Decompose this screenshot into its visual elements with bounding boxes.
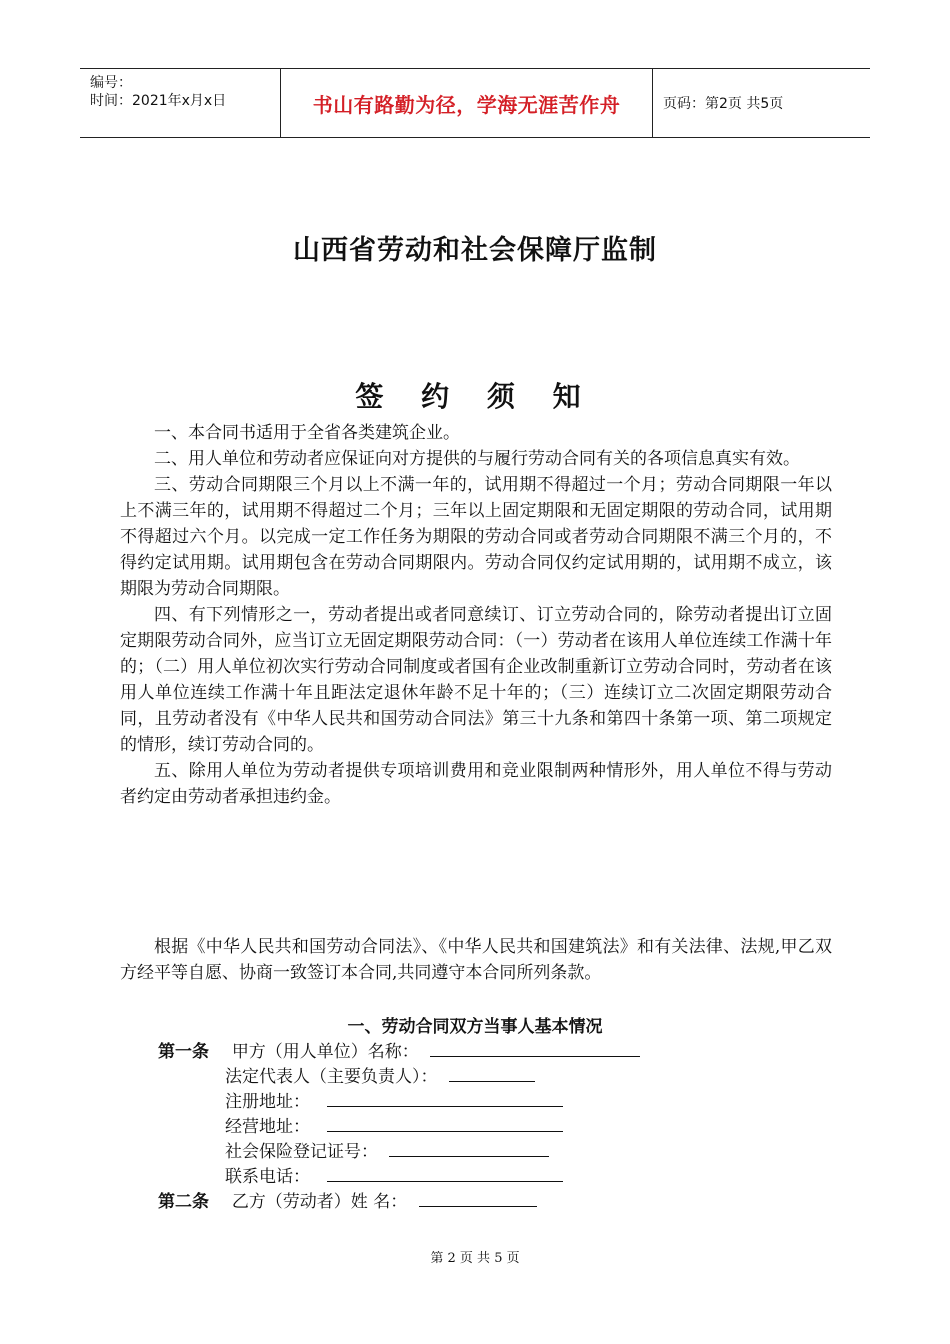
- notice-item-3: 三、劳动合同期限三个月以上不满一年的，试用期不得超过一个月；劳动合同期限一年以上不满三年的，试用期不得超过二个月；三年以上固定期限和无固定期限的劳动合同，试用期不得超过六个月。以完成一定工作任务为期限的劳动合同或者劳动合同期限不满三个月的，不得约定试用期。试用期包含在劳动合同期限内。劳动合同仅约定试用期的，试用期不成立，该期限为劳动合同期限。: [120, 475, 832, 599]
- phone-label: 联系电话：: [225, 1167, 310, 1187]
- page-footer: 第 2 页 共 5 页: [430, 1251, 520, 1266]
- party-b-name-field[interactable]: [419, 1188, 537, 1207]
- document-number-label: 编号：: [90, 75, 132, 91]
- phone-field[interactable]: [327, 1163, 563, 1182]
- reg-address-field[interactable]: [327, 1088, 563, 1107]
- party-a-name-field[interactable]: [430, 1038, 640, 1057]
- preamble-text: 根据《中华人民共和国劳动合同法》、《中华人民共和国建筑法》和有关法律、法规,甲乙双方经平等自愿、协商一致签订本合同,共同遵守本合同所列条款。: [120, 937, 832, 983]
- social-ins-label: 社会保险登记证号：: [225, 1142, 378, 1162]
- phone-row: [225, 1163, 563, 1189]
- org-title: 山西省劳动和社会保障厅监制: [293, 235, 657, 266]
- notice-item-4: 四、有下列情形之一，劳动者提出或者同意续订、订立劳动合同的，除劳动者提出订立固定期限劳动合同外，应当订立无固定期限劳动合同：（一）劳动者在该用人单位连续工作满十年的；（二）用人单位初次实行劳动合同制度或者国有企业改制重新订立劳动合同时，劳动者在该用人单位连续工作满十年且距法定退休年龄不足十年的；（三）连续订立二次固定期限劳动合同，且劳动者没有《中华人民共和国劳动合同法》第三十九条和第四十条第一项、第二项规定的情形，续订劳动合同的。: [120, 605, 832, 755]
- notice-body: [120, 420, 832, 810]
- biz-address-row: [225, 1113, 563, 1139]
- notice-title: 签 约 须 知: [355, 380, 595, 413]
- reg-address-label: 注册地址：: [225, 1092, 310, 1112]
- legal-rep-row: [225, 1063, 535, 1089]
- biz-address-label: 经营地址：: [225, 1117, 310, 1137]
- notice-item-5: 五、除用人单位为劳动者提供专项培训费用和竞业限制两种情形外，用人单位不得与劳动者约定由劳动者承担违约金。: [120, 761, 832, 807]
- legal-rep-label: 法定代表人（主要负责人）：: [225, 1067, 438, 1087]
- party-a-name-label: 甲方（用人单位）名称：: [231, 1042, 419, 1062]
- header-page-label: 页码：第2页 共5页: [663, 96, 784, 112]
- article2-party-b-row: [158, 1188, 537, 1214]
- header-motto: 书山有路勤为径，学海无涯苦作舟: [281, 69, 653, 137]
- biz-address-field[interactable]: [327, 1113, 563, 1132]
- document-time-label: 时间：2021年x月x日: [90, 93, 227, 109]
- header-table: [80, 68, 870, 138]
- social-ins-row: [225, 1138, 549, 1164]
- reg-address-row: [225, 1088, 563, 1114]
- party-b-name-label: 乙方（劳动者）姓 名：: [231, 1192, 408, 1212]
- contract-preamble: [120, 934, 832, 986]
- notice-item-1: 一、本合同书适用于全省各类建筑企业。: [154, 423, 460, 443]
- notice-item-2: 二、用人单位和劳动者应保证向对方提供的与履行劳动合同有关的各项信息真实有效。: [154, 449, 800, 469]
- header-meta-cell: [80, 69, 281, 137]
- article2-label: 第二条: [158, 1192, 209, 1212]
- article1-party-a-row: [158, 1038, 640, 1064]
- section-heading: 一、劳动合同双方当事人基本情况: [347, 1017, 603, 1037]
- legal-rep-field[interactable]: [449, 1063, 535, 1082]
- article1-label: 第一条: [158, 1042, 209, 1062]
- social-ins-field[interactable]: [389, 1138, 549, 1157]
